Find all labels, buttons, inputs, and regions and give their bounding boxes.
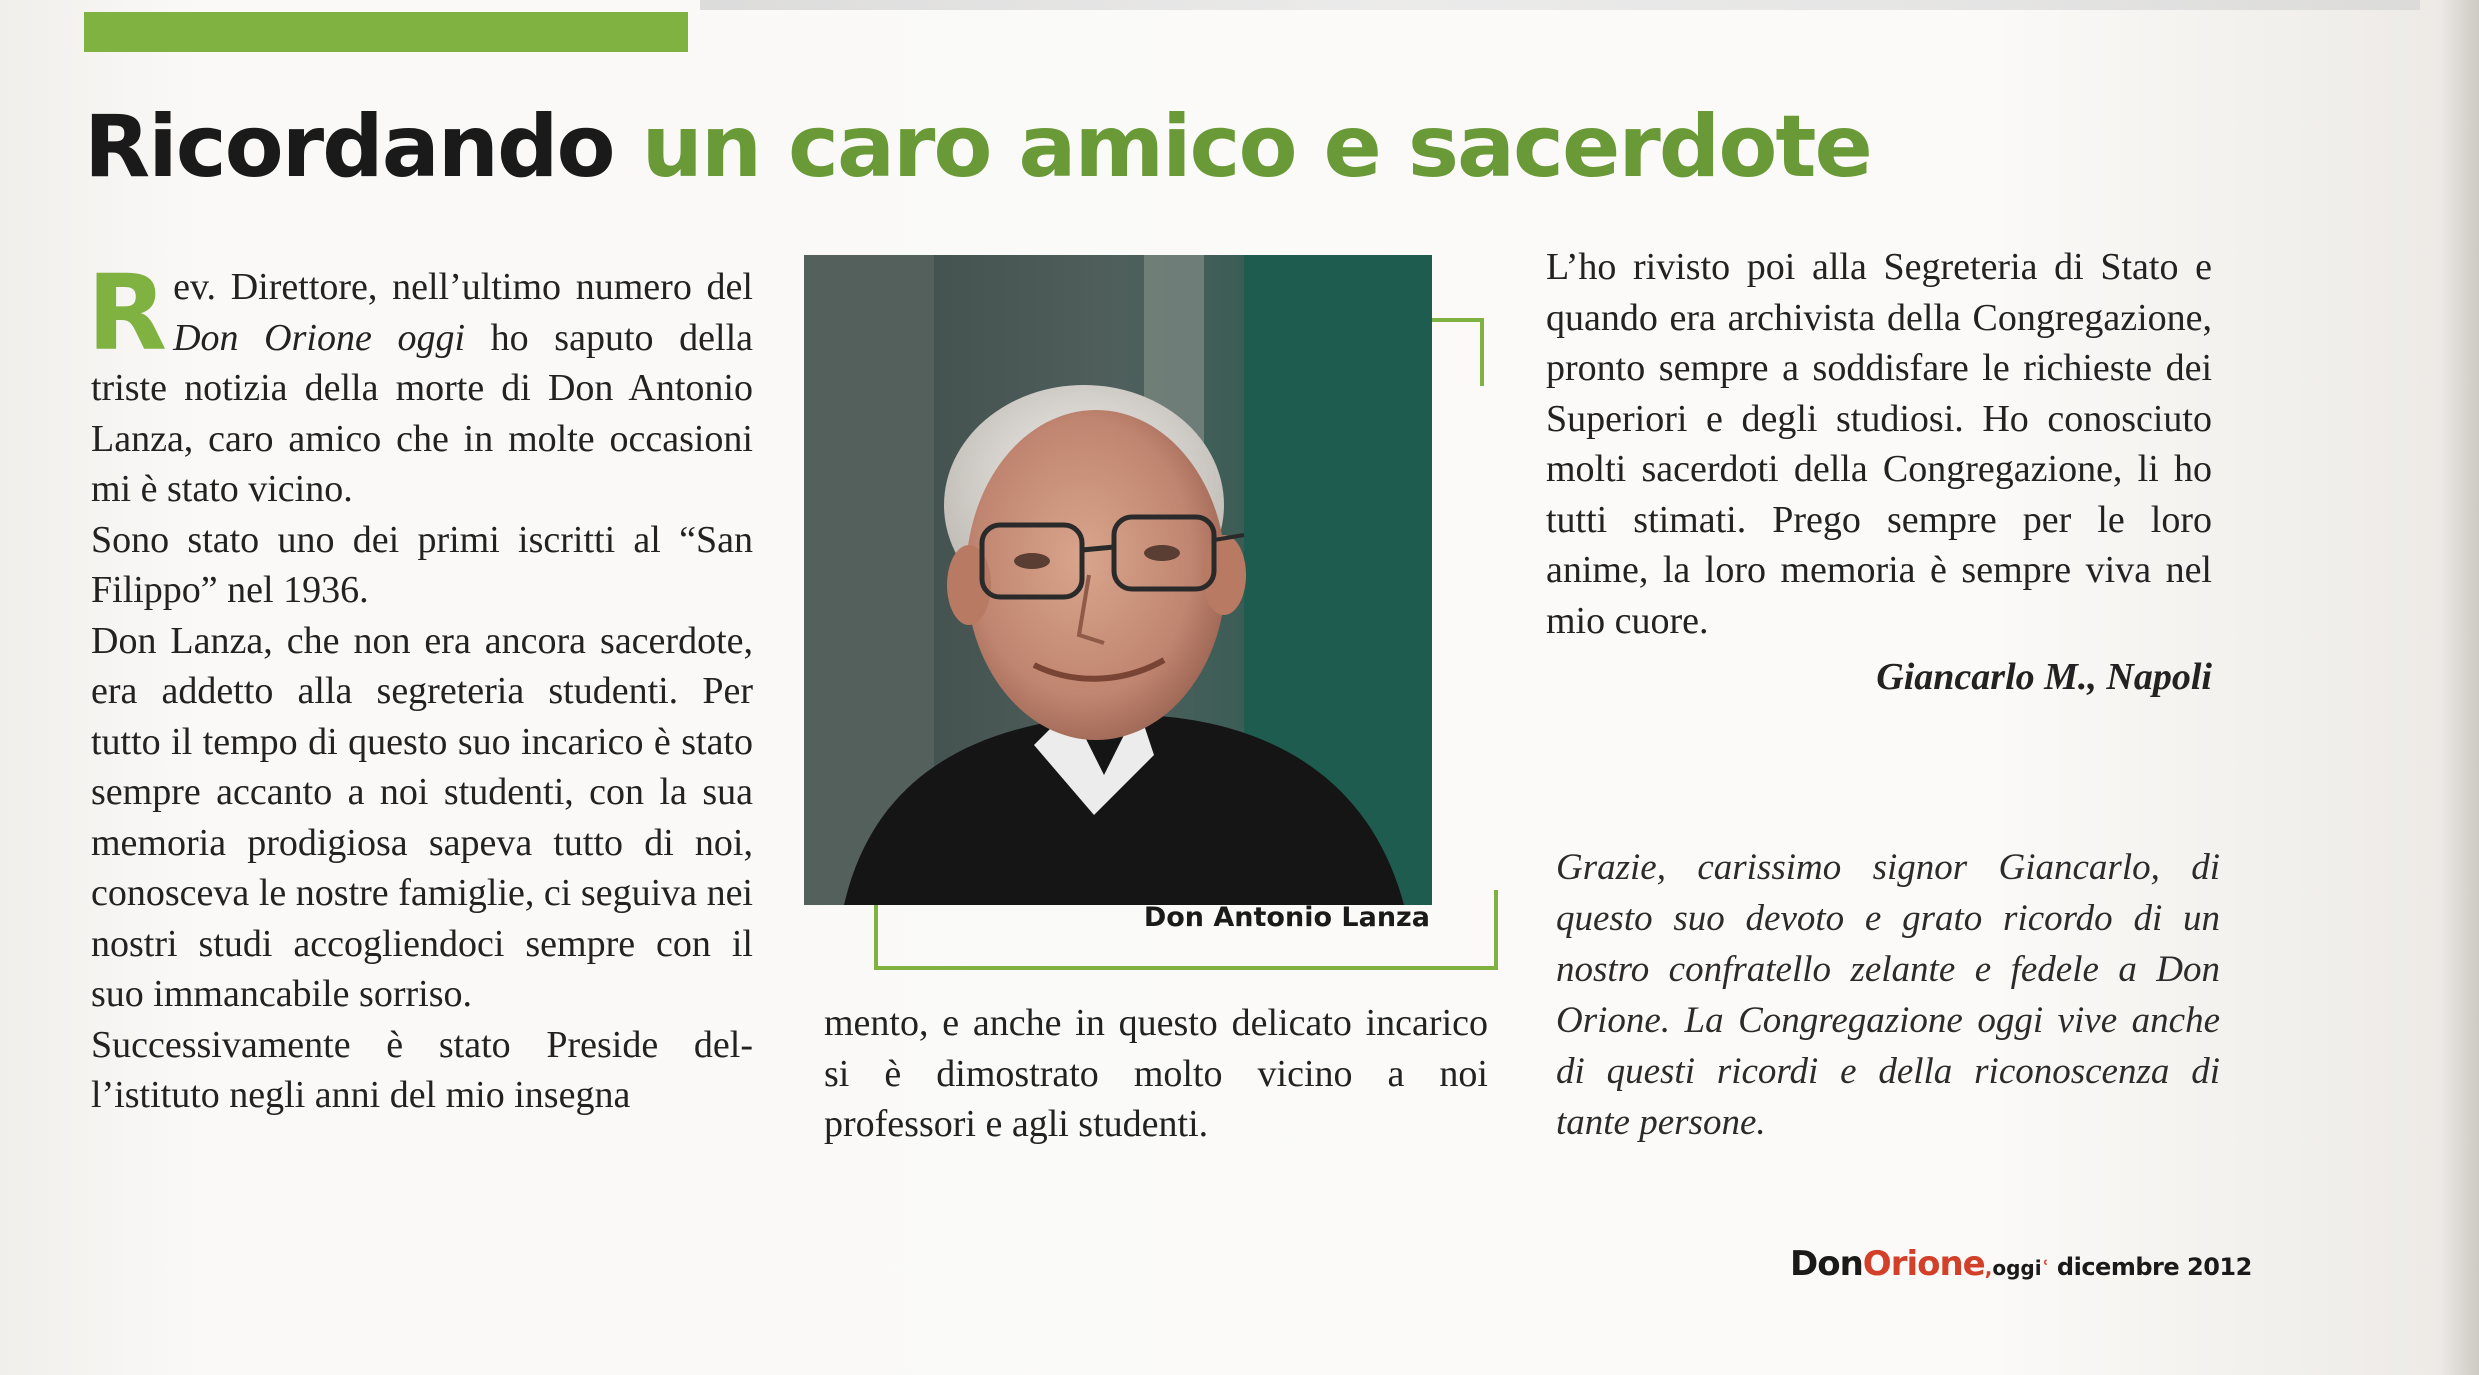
previous-page-strip bbox=[700, 0, 2420, 10]
letter-paragraph-4-continued: mento, e anche in questo delicato incarico si è dimostrato molto vicino a noi professori e agli studenti. bbox=[824, 1002, 1488, 1145]
portrait-photo bbox=[804, 255, 1432, 905]
letter-signature: Giancarlo M., Napoli bbox=[1876, 656, 2212, 698]
brand-oggi: oggi bbox=[1992, 1256, 2042, 1280]
headline-part-1: Ricordando bbox=[84, 97, 614, 197]
letter-paragraph-3: Don Lanza, che non era ancora sacerdote, era addetto alla segreteria studenti. Per tutto il tempo di questo suo incarico è stato sempre accanto a noi studenti, con la sua memoria prodigiosa sapeva tutto di noi, conosceva le nostre famiglie, ci seguiva nei nostri studi accogliendoci sempre con il suo immancabile sorriso. bbox=[91, 619, 753, 1015]
brand-orione: Orione bbox=[1862, 1244, 1985, 1284]
headline-part-2: un caro amico e sacerdote bbox=[641, 97, 1871, 197]
brand-mark-icon: ʿ bbox=[2041, 1256, 2049, 1280]
editor-reply: Grazie, carissimo signor Giancarlo, di questo suo devoto e grato ricordo di un nostro confratello zelante e fedele a Don Orione. La Congregazione oggi vive anche di questi ricordi e della riconoscenza di tante persone. bbox=[1556, 847, 2220, 1143]
brand-dot-icon: , bbox=[1984, 1256, 1993, 1280]
page-footer bbox=[1790, 1244, 2252, 1284]
article-column-2 bbox=[824, 998, 1488, 1150]
caption-frame-top bbox=[1432, 318, 1484, 386]
photo-caption: Don Antonio Lanza bbox=[1143, 902, 1430, 933]
magazine-name-italic: Don Orione oggi bbox=[173, 316, 466, 359]
brand-don: Don bbox=[1790, 1244, 1863, 1284]
page-gutter-shadow bbox=[2439, 0, 2479, 1375]
drop-cap: R bbox=[87, 252, 168, 374]
article-headline bbox=[84, 97, 1871, 197]
article-column-3 bbox=[1546, 242, 2212, 703]
letter-p1-start: ev. Direttore, nell’ultimo numero del bbox=[173, 266, 753, 308]
letter-p1-end: ho saputo della triste notizia della morte di Don Antonio Lanza, caro amico che in molte occasioni mi è stato vicino. bbox=[91, 316, 754, 510]
letter-paragraph-4: Successivamente è stato Preside dell’istituto negli anni del mio insegna bbox=[91, 1023, 753, 1116]
section-color-bar bbox=[84, 12, 688, 52]
portrait-illustration bbox=[804, 255, 1432, 905]
article-column-1 bbox=[87, 252, 754, 1121]
letter-paragraph-5: L’ho rivisto poi alla Segreteria di Stato e quando era archivista della Congregazione, pronto sempre a soddisfare le richieste dei Superiori e degli studiosi. Ho conosciuto molti sacerdoti della Congregazione, li ho tutti stimati. Prego sempre per le loro anime, la loro memoria è sempre viva nel mio cuore. bbox=[1546, 246, 2212, 642]
letter-paragraph-1 bbox=[87, 252, 754, 515]
issue-date: dicembre 2012 bbox=[2056, 1253, 2252, 1281]
letter-paragraph-2: Sono stato uno dei primi iscritti al “San Filippo” nel 1936. bbox=[91, 518, 753, 611]
